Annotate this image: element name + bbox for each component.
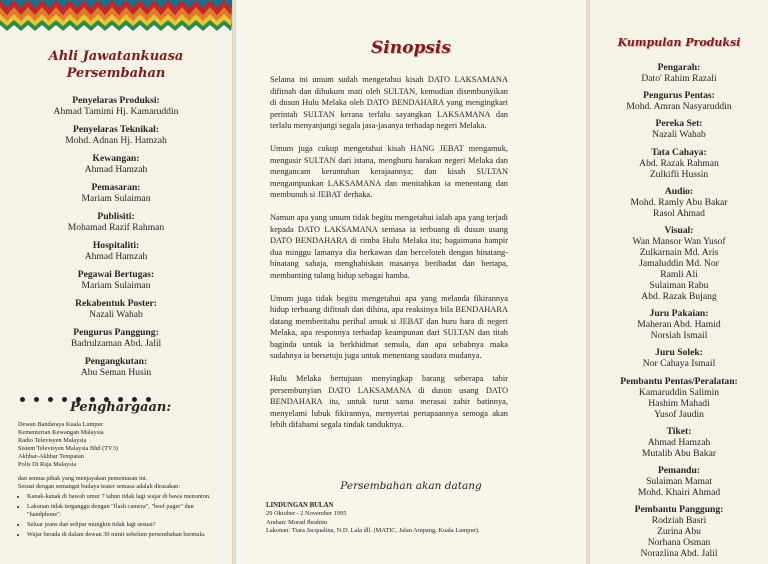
credit-name: Rodziah Basri xyxy=(651,515,707,527)
credit-name: Mohd. Khairi Ahmad xyxy=(637,486,721,498)
credit-name: Badrulzaman Abd. Jalil xyxy=(70,338,162,349)
dot-icon xyxy=(34,397,39,402)
credit-block xyxy=(0,95,232,117)
credit-role: Pengurus Panggung: xyxy=(73,327,159,338)
notice-item: • Lakonan tidak terganggu dengan "flash camera", "beef pager" dan "handphone". xyxy=(27,503,218,519)
notice-intro-line: Sesuai dengan semangat budaya teater semasa adalah dirasakan: xyxy=(18,483,181,490)
left-panel xyxy=(0,0,232,564)
credit-block xyxy=(590,426,768,459)
synopsis-body xyxy=(270,74,508,442)
credit-name: Ahmad Hamzah xyxy=(84,251,148,262)
credit-name: Zulkarnain Md. Aris xyxy=(639,246,719,258)
credit-block xyxy=(590,504,768,559)
credit-role: Pengangkutan: xyxy=(84,356,148,367)
credit-block xyxy=(590,90,768,112)
production-team-title: Kumpulan Produksi xyxy=(617,36,741,49)
credit-block xyxy=(590,465,768,498)
credit-name: Zulkifli Hussin xyxy=(649,168,709,180)
credit-role: Pemasaran: xyxy=(91,182,141,193)
acknowledgement-item: Radio Televisyen Malaysia xyxy=(18,437,87,444)
credit-block xyxy=(0,153,232,175)
acknowledgement-item: Sistem Televisyen Malaysia Bhd (TV3) xyxy=(18,445,118,452)
synopsis-paragraph: Hulu Melaka bertujuan menyingkap barang seberapa tabir persembunyian DATO LAKSAMANA di dusun usang DATO BENDAHARA itu, untuk turut sama merasai zahir batinnya, menyelami lubuk fikirannya, menyertai pertapaannya semoga akan lebih difahami segala tindak tanduknya. xyxy=(270,374,508,430)
upcoming-show-title: LINDUNGAN BULAN xyxy=(266,502,334,509)
credit-name: Abd. Razak Rahman xyxy=(639,157,719,169)
credit-name: Zurina Abu xyxy=(657,526,701,538)
credit-role: Pengurus Pentas: xyxy=(643,90,715,102)
credit-block xyxy=(590,376,768,420)
credit-role: Pegawai Bertugas: xyxy=(77,269,155,280)
credit-role: Tata Cahaya: xyxy=(651,146,707,158)
credit-block xyxy=(590,308,768,341)
credit-role: Audio: xyxy=(664,185,694,197)
credit-block xyxy=(590,225,768,302)
notice-list xyxy=(18,493,218,541)
acknowledgement-item: Dewan Bandaraya Kuala Lumpur xyxy=(18,421,103,428)
notice-intro-line: dan semua pihak yang menjayakan pementasan ini. xyxy=(18,475,148,482)
credit-block xyxy=(0,269,232,291)
credit-role: Juru Pakaian: xyxy=(649,308,709,320)
credit-name: Nor Cahaya Ismail xyxy=(642,358,716,370)
upcoming-show-cast: Lakonan: Tiara Jacqualina, N.D. Lala dll. (MATIC, Jalan Ampang, Kuala Lumpur). xyxy=(266,527,480,535)
credit-name: Mohamad Razif Rahman xyxy=(67,222,165,233)
credit-block xyxy=(0,124,232,146)
credit-name: Wan Mansor Wan Yusof xyxy=(632,235,726,247)
credit-role: Juru Solek: xyxy=(655,347,703,359)
upcoming-show-director: Arahan: Morad Ibrahim xyxy=(266,518,328,526)
credit-name: Yusof Jaudin xyxy=(654,408,704,420)
middle-panel xyxy=(236,0,586,564)
notice-item: • Wajar berada di dalam dewan 30 minit sebelum persembahan bermula. xyxy=(27,531,218,539)
synopsis-paragraph: Umum juga cukup mengetahui kisah HANG JEBAT mengamuk, mengusir SULTAN dari istana, menghuru harakan negeri Melaka dan mengancam keruntuhan kerajaannya; dan kisah SULTAN mengampunkan LAKSAMANA dan menitahkan ia menentang dan membunuh si JEBAT derhaka. xyxy=(270,143,508,200)
credit-role: Pembantu Pentas/Peralatan: xyxy=(620,375,738,387)
upcoming-show-dates: 29 Oktober - 2 November 1995 xyxy=(266,510,347,518)
credit-name: Mariam Sulaiman xyxy=(81,193,151,204)
upcoming-show-info xyxy=(266,502,480,536)
credit-role: Pereka Set: xyxy=(655,118,703,130)
credit-name: Mohd. Adnan Hj. Hamzah xyxy=(65,135,167,146)
credit-name: Maheran Abd. Hamid xyxy=(637,319,721,331)
credit-block xyxy=(590,62,768,84)
dot-icon xyxy=(20,397,25,402)
coming-soon-tagline: Persembahan akan datang xyxy=(340,480,482,492)
credit-name: Nazali Wahab xyxy=(652,129,706,141)
acknowledgement-item: Polis Di Raja Malaysia xyxy=(18,461,77,468)
credit-name: Ahmad Hamzah xyxy=(647,436,711,448)
synopsis-paragraph: Selama ini umum sudah mengetahui kisah DATO LAKSAMANA difitnah dan dihukum mati oleh SULTAN, kemudian disembunyikan di dusun Hulu Melaka oleh DATO BENDAHARA yang mengingkari perintah SULTAN kerana terlalu sayangkan LAKSAMANA dan terlalu menyanjungi segala jasa-jasanya terhadap negeri Melaka. xyxy=(270,75,508,131)
credit-role: Rekabentuk Poster: xyxy=(75,298,157,309)
credit-block xyxy=(590,118,768,140)
credit-name: Norhana Osman xyxy=(647,537,711,549)
dot-icon xyxy=(62,397,67,402)
committee-credits xyxy=(0,95,232,385)
credit-name: Jamaluddin Md. Nor xyxy=(639,257,719,269)
credit-block xyxy=(0,356,232,378)
credit-name: Ramli Ali xyxy=(660,268,698,280)
credit-name: Mohd. Amran Nasyaruddin xyxy=(626,101,732,113)
credit-name: Norazlina Abd. Jalil xyxy=(640,548,718,560)
notice-item: • Seluar jeans dan selipar mungkin tidak lagi sesuai? xyxy=(27,521,218,529)
synopsis-paragraph: Umum juga tidak begitu mengetahui apa yang melanda fikirannya hidup terbuang difitnah dan dihina, apa reaksinya bila BENDAHARA datang memberitahu perihal amuk si JEBAT dan huru hara di negeri Melaka, apa responnya terhadap keampunan dari SULTAN dan titah baginda untuk ia berkhidmat semula, dan apa sebabnya maka sudahnya ia bersetuju juga untuk menentang saudara mudanya. xyxy=(270,293,508,361)
credit-name: Norsiah Ismail xyxy=(650,330,708,342)
credit-role: Pembantu Panggung: xyxy=(634,504,724,516)
credit-role: Penyelaras Produksi: xyxy=(72,95,160,106)
right-panel xyxy=(590,0,768,564)
credit-block xyxy=(590,186,768,219)
credit-name: Sulaiman Rabu xyxy=(649,279,709,291)
zigzag-border-decoration xyxy=(0,0,232,36)
committee-title xyxy=(0,48,232,82)
notice-intro xyxy=(18,475,180,491)
credit-role: Pemandu: xyxy=(657,464,701,476)
credit-name: Ahmad Hamzah xyxy=(84,164,148,175)
credit-name: Nazali Wahab xyxy=(89,309,143,320)
credit-block xyxy=(0,211,232,233)
credit-name: Ahmad Tamimi Hj. Kamaruddin xyxy=(53,106,179,117)
credit-block xyxy=(590,347,768,369)
committee-title-line1: Ahli Jawatankuasa xyxy=(48,49,184,64)
credit-role: Kewangan: xyxy=(92,153,140,164)
acknowledgement-item: Kementerian Kewangan Malaysia xyxy=(18,429,104,436)
credit-role: Pengarah: xyxy=(657,62,701,73)
production-team-credits xyxy=(590,62,768,564)
credit-role: Hospitaliti: xyxy=(92,240,140,251)
credit-block xyxy=(0,327,232,349)
credit-name: Rasol Ahmad xyxy=(653,207,705,219)
credit-name: Hashim Mahadi xyxy=(648,397,710,409)
acknowledgement-item: Akhbar-Akhbar Tempatan xyxy=(18,453,84,460)
credit-role: Publisiti: xyxy=(97,211,135,222)
credit-block xyxy=(0,240,232,262)
credit-name: Kamaruddin Salimin xyxy=(638,386,720,398)
notice-item: • Kanak-kanak di bawah umur 7 tahun tidak lagi wajar di bawa menonton. xyxy=(27,493,218,501)
credit-block xyxy=(0,298,232,320)
committee-title-line2: Persembahan xyxy=(66,66,166,81)
credit-name: Mutalib Abu Bakar xyxy=(641,447,717,459)
credit-name: Abd. Razak Bujang xyxy=(641,290,717,302)
synopsis-title: Sinopsis xyxy=(371,38,451,58)
credit-name: Abu Seman Husin xyxy=(80,367,152,378)
credit-role: Penyelaras Teknikal: xyxy=(72,124,160,135)
credit-block xyxy=(0,182,232,204)
acknowledgement-list xyxy=(18,421,118,469)
dot-icon xyxy=(48,397,53,402)
acknowledgement-title: Penghargaan: xyxy=(70,400,172,415)
credit-role: Visual: xyxy=(664,224,694,236)
synopsis-paragraph: Namun apa yang umum tidak begitu mengetahui ialah apa yang terjadi kepada DATO LAKSAMANA semasa ia terbuang di dusun usang DATO BENDAHARA di rimba Hulu Melaka itu; bagaimana hampir dua minggu lamanya dia berkawan dan berceloteh dengan binatang-binatang sahaja, menghabiskan masanya beribadat dan bertapa, membanting tulang hidup sebagai hamba. xyxy=(270,212,508,280)
credit-name: Mariam Sulaiman xyxy=(81,280,151,291)
credit-role: Tiket: xyxy=(666,425,692,437)
credit-block xyxy=(590,147,768,180)
credit-name: Sulaiman Mamat xyxy=(646,475,712,487)
credit-name: Dato' Rahim Razali xyxy=(641,73,717,84)
credit-name: Mohd. Ramly Abu Bakar xyxy=(630,196,728,208)
